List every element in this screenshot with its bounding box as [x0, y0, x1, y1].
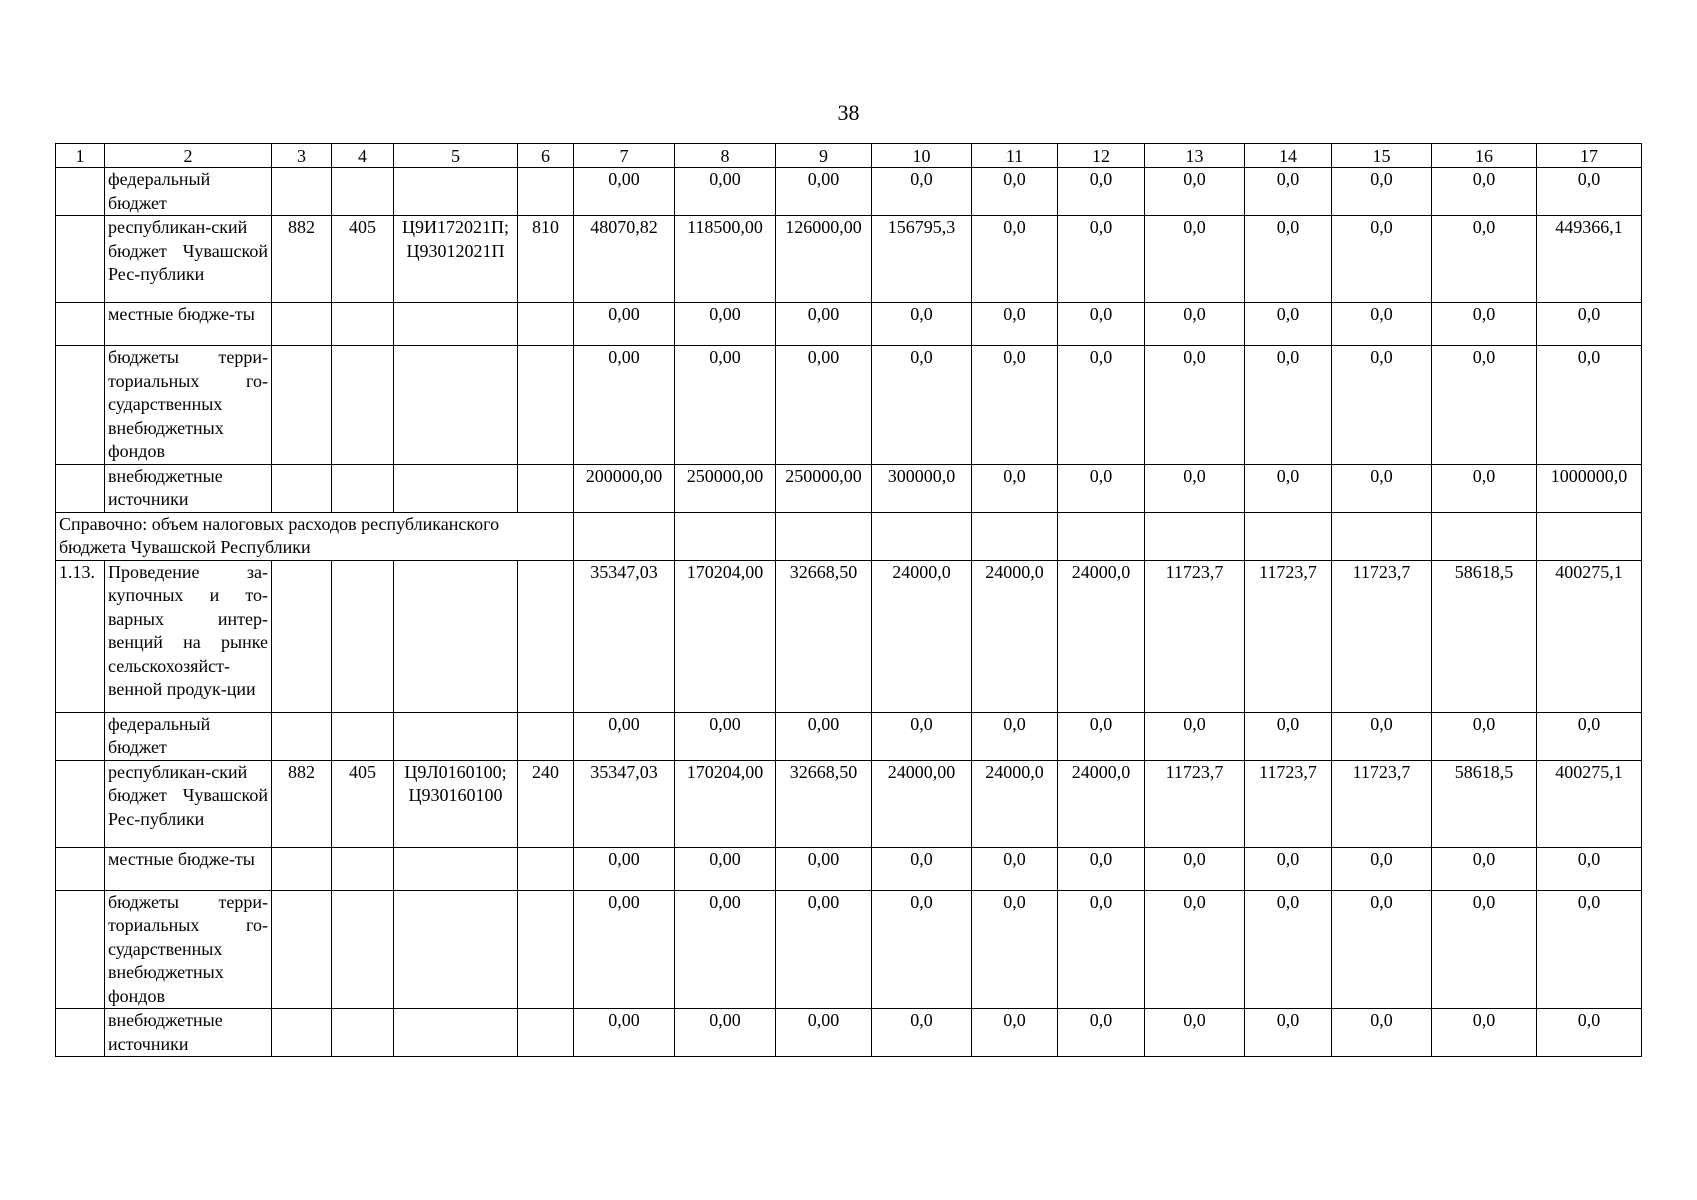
value-cell: 449366,1: [1537, 216, 1642, 303]
value-cell: 400275,1: [1537, 560, 1642, 712]
value-cell: 0,0: [972, 712, 1058, 760]
header-cell: 12: [1058, 144, 1145, 168]
value-cell: 24000,0: [872, 560, 972, 712]
section-code: [332, 303, 394, 346]
empty-cell: [1058, 512, 1145, 560]
empty-cell: [675, 512, 776, 560]
value-cell: 0,00: [776, 346, 872, 465]
value-cell: 0,0: [1432, 168, 1537, 216]
value-cell: 0,0: [972, 1009, 1058, 1057]
table-row: [56, 760, 1642, 847]
header-cell: 11: [972, 144, 1058, 168]
value-cell: 0,0: [1432, 712, 1537, 760]
empty-cell: [272, 560, 332, 712]
value-cell: 0,00: [574, 1009, 675, 1057]
value-cell: 0,0: [1332, 303, 1432, 346]
expense-type-code: [518, 168, 574, 216]
table-row: [56, 464, 1642, 512]
value-cell: 0,0: [872, 712, 972, 760]
section-code: [332, 168, 394, 216]
value-cell: 0,0: [1332, 890, 1432, 1009]
item-number-cell: [56, 1009, 105, 1057]
table-row: [56, 346, 1642, 465]
value-cell: 0,0: [1145, 464, 1245, 512]
value-cell: 0,0: [1537, 168, 1642, 216]
expense-type-code: [518, 1009, 574, 1057]
value-cell: 0,0: [1058, 712, 1145, 760]
value-cell: 0,0: [1058, 216, 1145, 303]
value-cell: 0,0: [972, 346, 1058, 465]
ministry-code: 882: [272, 216, 332, 303]
section-code: [332, 712, 394, 760]
source-label: внебюджетные источники: [105, 464, 272, 512]
table-row: [56, 216, 1642, 303]
empty-cell: [1245, 512, 1332, 560]
item-number-cell: [56, 303, 105, 346]
value-cell: 0,0: [1245, 890, 1332, 1009]
value-cell: 24000,0: [972, 560, 1058, 712]
ministry-code: [272, 464, 332, 512]
target-article-code: [394, 1009, 518, 1057]
value-cell: 0,00: [675, 168, 776, 216]
value-cell: 0,0: [1058, 890, 1145, 1009]
source-label: внебюджетные источники: [105, 1009, 272, 1057]
value-cell: 32668,50: [776, 760, 872, 847]
value-cell: 0,0: [1245, 847, 1332, 890]
value-cell: 24000,0: [1058, 560, 1145, 712]
table-row: [56, 712, 1642, 760]
value-cell: 0,0: [1537, 712, 1642, 760]
item-number-cell: [56, 890, 105, 1009]
expense-type-code: 810: [518, 216, 574, 303]
value-cell: 0,0: [972, 464, 1058, 512]
source-label: республикан-ский бюджет Чувашской Рес-публики: [105, 760, 272, 847]
value-cell: 11723,7: [1145, 760, 1245, 847]
value-cell: 0,0: [1332, 346, 1432, 465]
value-cell: 0,0: [1245, 303, 1332, 346]
expense-type-code: [518, 712, 574, 760]
value-cell: 0,0: [1432, 303, 1537, 346]
value-cell: 0,0: [1432, 346, 1537, 465]
value-cell: 0,0: [872, 890, 972, 1009]
value-cell: 35347,03: [574, 560, 675, 712]
ministry-code: [272, 847, 332, 890]
expense-type-code: [518, 346, 574, 465]
value-cell: 0,0: [1058, 346, 1145, 465]
ministry-code: [272, 712, 332, 760]
source-label: федеральный бюджет: [105, 168, 272, 216]
activity-title: Проведение за-купочных и то-варных интер-венций на рынке сельскохозяйст-венной продук-ции: [105, 560, 272, 712]
value-cell: 11723,7: [1332, 560, 1432, 712]
value-cell: 0,0: [1332, 847, 1432, 890]
target-article-code: Ц9И172021П; Ц93012021П: [394, 216, 518, 303]
header-row: [56, 144, 1642, 168]
value-cell: 0,0: [1245, 168, 1332, 216]
section-code: [332, 890, 394, 1009]
value-cell: 0,0: [972, 890, 1058, 1009]
header-cell: 3: [272, 144, 332, 168]
value-cell: 0,00: [675, 890, 776, 1009]
value-cell: 24000,0: [1058, 760, 1145, 847]
header-cell: 1: [56, 144, 105, 168]
item-number-cell: [56, 216, 105, 303]
value-cell: 0,00: [776, 303, 872, 346]
value-cell: 0,00: [675, 847, 776, 890]
section-code: [332, 464, 394, 512]
value-cell: 0,0: [972, 168, 1058, 216]
item-number-cell: [56, 760, 105, 847]
value-cell: 0,0: [1145, 216, 1245, 303]
expense-type-code: [518, 464, 574, 512]
header-cell: 5: [394, 144, 518, 168]
header-cell: 15: [1332, 144, 1432, 168]
value-cell: 35347,03: [574, 760, 675, 847]
value-cell: 48070,82: [574, 216, 675, 303]
header-cell: 7: [574, 144, 675, 168]
value-cell: 0,00: [776, 890, 872, 1009]
reference-row: [56, 512, 1642, 560]
value-cell: 1000000,0: [1537, 464, 1642, 512]
value-cell: 11723,7: [1245, 560, 1332, 712]
value-cell: 0,0: [1145, 303, 1245, 346]
target-article-code: [394, 890, 518, 1009]
target-article-code: [394, 303, 518, 346]
empty-cell: [394, 560, 518, 712]
source-label: бюджеты терри-ториальных го-сударственных внебюджетных фондов: [105, 346, 272, 465]
value-cell: 0,0: [1332, 1009, 1432, 1057]
value-cell: 0,00: [675, 1009, 776, 1057]
value-cell: 0,0: [1145, 847, 1245, 890]
table-row: [56, 847, 1642, 890]
value-cell: 0,0: [1432, 847, 1537, 890]
table-row: [56, 560, 1642, 712]
table-body: [56, 144, 1642, 1057]
value-cell: 58618,5: [1432, 560, 1537, 712]
value-cell: 156795,3: [872, 216, 972, 303]
value-cell: 0,00: [776, 712, 872, 760]
source-label: бюджеты терри-ториальных го-сударственных внебюджетных фондов: [105, 890, 272, 1009]
ministry-code: [272, 346, 332, 465]
value-cell: 126000,00: [776, 216, 872, 303]
value-cell: 0,0: [1145, 1009, 1245, 1057]
table-row: [56, 303, 1642, 346]
value-cell: 250000,00: [675, 464, 776, 512]
header-cell: 10: [872, 144, 972, 168]
value-cell: 0,0: [1058, 1009, 1145, 1057]
value-cell: 0,0: [1058, 168, 1145, 216]
value-cell: 0,0: [1332, 712, 1432, 760]
value-cell: 0,0: [972, 847, 1058, 890]
target-article-code: [394, 464, 518, 512]
value-cell: 118500,00: [675, 216, 776, 303]
value-cell: 11723,7: [1245, 760, 1332, 847]
item-number: 1.13.: [56, 560, 105, 712]
item-number-cell: [56, 847, 105, 890]
reference-note: Справочно: объем налоговых расходов республиканского бюджета Чувашской Республики: [56, 512, 574, 560]
value-cell: 0,00: [776, 168, 872, 216]
target-article-code: [394, 346, 518, 465]
value-cell: 0,0: [1058, 303, 1145, 346]
empty-cell: [776, 512, 872, 560]
value-cell: 0,0: [1432, 890, 1537, 1009]
value-cell: 0,0: [872, 303, 972, 346]
item-number-cell: [56, 346, 105, 465]
value-cell: 250000,00: [776, 464, 872, 512]
value-cell: 0,00: [776, 1009, 872, 1057]
empty-cell: [574, 512, 675, 560]
value-cell: 0,00: [574, 168, 675, 216]
value-cell: 0,0: [1245, 1009, 1332, 1057]
value-cell: 0,00: [675, 346, 776, 465]
value-cell: 0,0: [1058, 464, 1145, 512]
section-code: 405: [332, 760, 394, 847]
empty-cell: [1537, 512, 1642, 560]
value-cell: 0,00: [574, 346, 675, 465]
page-number: 38: [837, 100, 860, 125]
header-cell: 6: [518, 144, 574, 168]
empty-cell: [518, 560, 574, 712]
empty-cell: [1145, 512, 1245, 560]
value-cell: 0,0: [1145, 890, 1245, 1009]
value-cell: 11723,7: [1145, 560, 1245, 712]
header-cell: 13: [1145, 144, 1245, 168]
item-number-cell: [56, 464, 105, 512]
expense-type-code: [518, 890, 574, 1009]
value-cell: 11723,7: [1332, 760, 1432, 847]
value-cell: 0,0: [1432, 1009, 1537, 1057]
value-cell: 24000,00: [872, 760, 972, 847]
value-cell: 32668,50: [776, 560, 872, 712]
expense-type-code: [518, 847, 574, 890]
value-cell: 0,0: [972, 216, 1058, 303]
empty-cell: [1432, 512, 1537, 560]
value-cell: 0,0: [1145, 346, 1245, 465]
value-cell: 0,0: [1537, 346, 1642, 465]
empty-cell: [1332, 512, 1432, 560]
value-cell: 0,0: [872, 847, 972, 890]
item-number-cell: [56, 168, 105, 216]
header-cell: 8: [675, 144, 776, 168]
section-code: [332, 1009, 394, 1057]
header-cell: 14: [1245, 144, 1332, 168]
value-cell: 0,0: [1332, 216, 1432, 303]
value-cell: 58618,5: [1432, 760, 1537, 847]
value-cell: 0,00: [574, 712, 675, 760]
value-cell: 400275,1: [1537, 760, 1642, 847]
value-cell: 0,0: [1245, 464, 1332, 512]
value-cell: 0,0: [1332, 168, 1432, 216]
value-cell: 0,00: [574, 847, 675, 890]
table-row: [56, 1009, 1642, 1057]
value-cell: 24000,0: [972, 760, 1058, 847]
target-article-code: [394, 168, 518, 216]
empty-cell: [972, 512, 1058, 560]
value-cell: 0,0: [972, 303, 1058, 346]
value-cell: 0,0: [872, 168, 972, 216]
target-article-code: [394, 847, 518, 890]
value-cell: 0,0: [1432, 216, 1537, 303]
empty-cell: [332, 560, 394, 712]
header-cell: 2: [105, 144, 272, 168]
source-label: республикан-ский бюджет Чувашской Рес-публики: [105, 216, 272, 303]
value-cell: 300000,0: [872, 464, 972, 512]
header-cell: 4: [332, 144, 394, 168]
header-cell: 16: [1432, 144, 1537, 168]
value-cell: 0,0: [872, 346, 972, 465]
value-cell: 0,0: [1332, 464, 1432, 512]
value-cell: 0,0: [1245, 216, 1332, 303]
section-code: [332, 346, 394, 465]
target-article-code: Ц9Л0160100; Ц930160100: [394, 760, 518, 847]
value-cell: 0,0: [1537, 303, 1642, 346]
source-label: федеральный бюджет: [105, 712, 272, 760]
ministry-code: [272, 890, 332, 1009]
source-label: местные бюдже-ты: [105, 303, 272, 346]
expense-type-code: [518, 303, 574, 346]
value-cell: 0,0: [1145, 168, 1245, 216]
source-label: местные бюдже-ты: [105, 847, 272, 890]
value-cell: 0,0: [872, 1009, 972, 1057]
value-cell: 0,00: [574, 303, 675, 346]
value-cell: 170204,00: [675, 760, 776, 847]
value-cell: 0,0: [1537, 890, 1642, 1009]
value-cell: 0,0: [1432, 464, 1537, 512]
expense-type-code: 240: [518, 760, 574, 847]
value-cell: 0,00: [675, 712, 776, 760]
value-cell: 0,0: [1537, 847, 1642, 890]
budget-table: [55, 143, 1642, 1057]
ministry-code: [272, 1009, 332, 1057]
value-cell: 0,00: [574, 890, 675, 1009]
section-code: 405: [332, 216, 394, 303]
empty-cell: [872, 512, 972, 560]
value-cell: 0,00: [776, 847, 872, 890]
value-cell: 0,0: [1245, 712, 1332, 760]
table-row: [56, 168, 1642, 216]
ministry-code: [272, 168, 332, 216]
ministry-code: 882: [272, 760, 332, 847]
value-cell: 170204,00: [675, 560, 776, 712]
section-code: [332, 847, 394, 890]
value-cell: 0,0: [1537, 1009, 1642, 1057]
value-cell: 0,0: [1145, 712, 1245, 760]
value-cell: 200000,00: [574, 464, 675, 512]
target-article-code: [394, 712, 518, 760]
table-row: [56, 890, 1642, 1009]
value-cell: 0,0: [1245, 346, 1332, 465]
ministry-code: [272, 303, 332, 346]
header-cell: 9: [776, 144, 872, 168]
value-cell: 0,00: [675, 303, 776, 346]
value-cell: 0,0: [1058, 847, 1145, 890]
header-cell: 17: [1537, 144, 1642, 168]
item-number-cell: [56, 712, 105, 760]
